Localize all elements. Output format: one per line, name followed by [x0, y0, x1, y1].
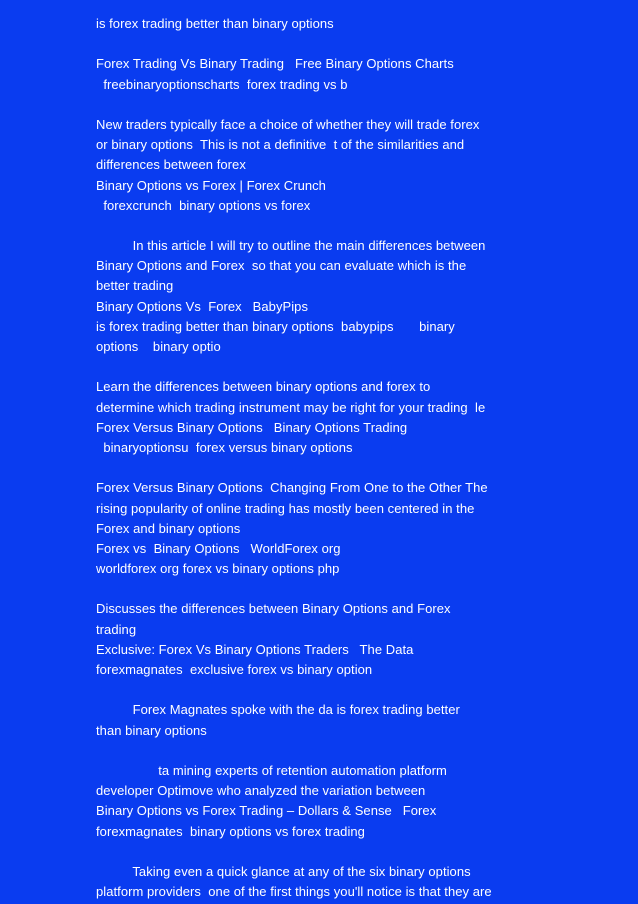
text-line: Forex Magnates spoke with the da is forex trading better [96, 702, 460, 718]
text-line: Forex Versus Binary Options Changing From One to the Other The [96, 480, 488, 496]
blank-line [96, 216, 616, 236]
text-line: Forex Trading Vs Binary Trading Free Binary Options Charts [96, 56, 454, 72]
text-line: ta mining experts of retention automation platform [96, 762, 447, 778]
text-line: Discusses the differences between Binary Options and Forex [96, 601, 451, 617]
text-line: freebinaryoptionscharts forex trading vs b [96, 76, 348, 92]
blank-line [96, 741, 616, 761]
blank-line [96, 680, 616, 700]
text-line: differences between forex [96, 157, 246, 173]
text-line: In this article I will try to outline the main differences between [96, 238, 486, 254]
text-line: Binary Options vs Forex | Forex Crunch [96, 177, 326, 193]
text-line: Forex Versus Binary Options Binary Options Trading [96, 419, 408, 435]
text-line: forexmagnates exclusive forex vs binary option [96, 662, 373, 677]
text-line: New traders typically face a choice of whether they will trade forex [96, 116, 480, 132]
text-line: platform providers one of the first things you'll notice is that they are [96, 884, 492, 900]
text-line: options binary optio [96, 339, 221, 354]
text-line: Binary Options and Forex so that you can evaluate which is the [96, 258, 467, 274]
text-line: Binary Options Vs Forex BabyPips [96, 298, 309, 314]
text-line: is forex trading better than binary options babypips binary [96, 318, 455, 334]
text-line: Binary Options vs Forex Trading – Dollars & Sense Forex [96, 803, 437, 819]
blank-line [96, 95, 616, 115]
text-line: determine which trading instrument may be right for your trading le [96, 399, 486, 415]
text-line: is forex trading better than binary options [96, 16, 334, 31]
text-line: rising popularity of online trading has mostly been centered in the [96, 500, 475, 516]
blank-line [96, 842, 616, 862]
blank-line [96, 458, 616, 478]
text-line: Forex vs Binary Options WorldForex org [96, 540, 341, 556]
text-line: than binary options [96, 722, 207, 738]
text-line: Learn the differences between binary options and forex to [96, 379, 431, 395]
blank-line [96, 579, 616, 599]
text-line: Exclusive: Forex Vs Binary Options Traders The Data [96, 641, 414, 657]
text-line: forexmagnates binary options vs forex trading [96, 823, 365, 839]
document-body [96, 14, 616, 902]
text-line: developer Optimove who analyzed the variation between [96, 783, 426, 799]
text-line: Forex and binary options [96, 520, 241, 536]
text-line: Taking even a quick glance at any of the six binary options [96, 863, 471, 879]
text-line: better trading [96, 278, 174, 294]
text-line: worldforex org forex vs binary options php [96, 561, 340, 577]
text-line: forexcrunch binary options vs forex [96, 197, 311, 213]
text-line: trading [96, 621, 137, 637]
text-line: or binary options This is not a definitive t of the similarities and [96, 137, 465, 153]
blank-line [96, 357, 616, 377]
text-line: binaryoptionsu forex versus binary options [96, 439, 353, 455]
blank-line [96, 34, 616, 54]
